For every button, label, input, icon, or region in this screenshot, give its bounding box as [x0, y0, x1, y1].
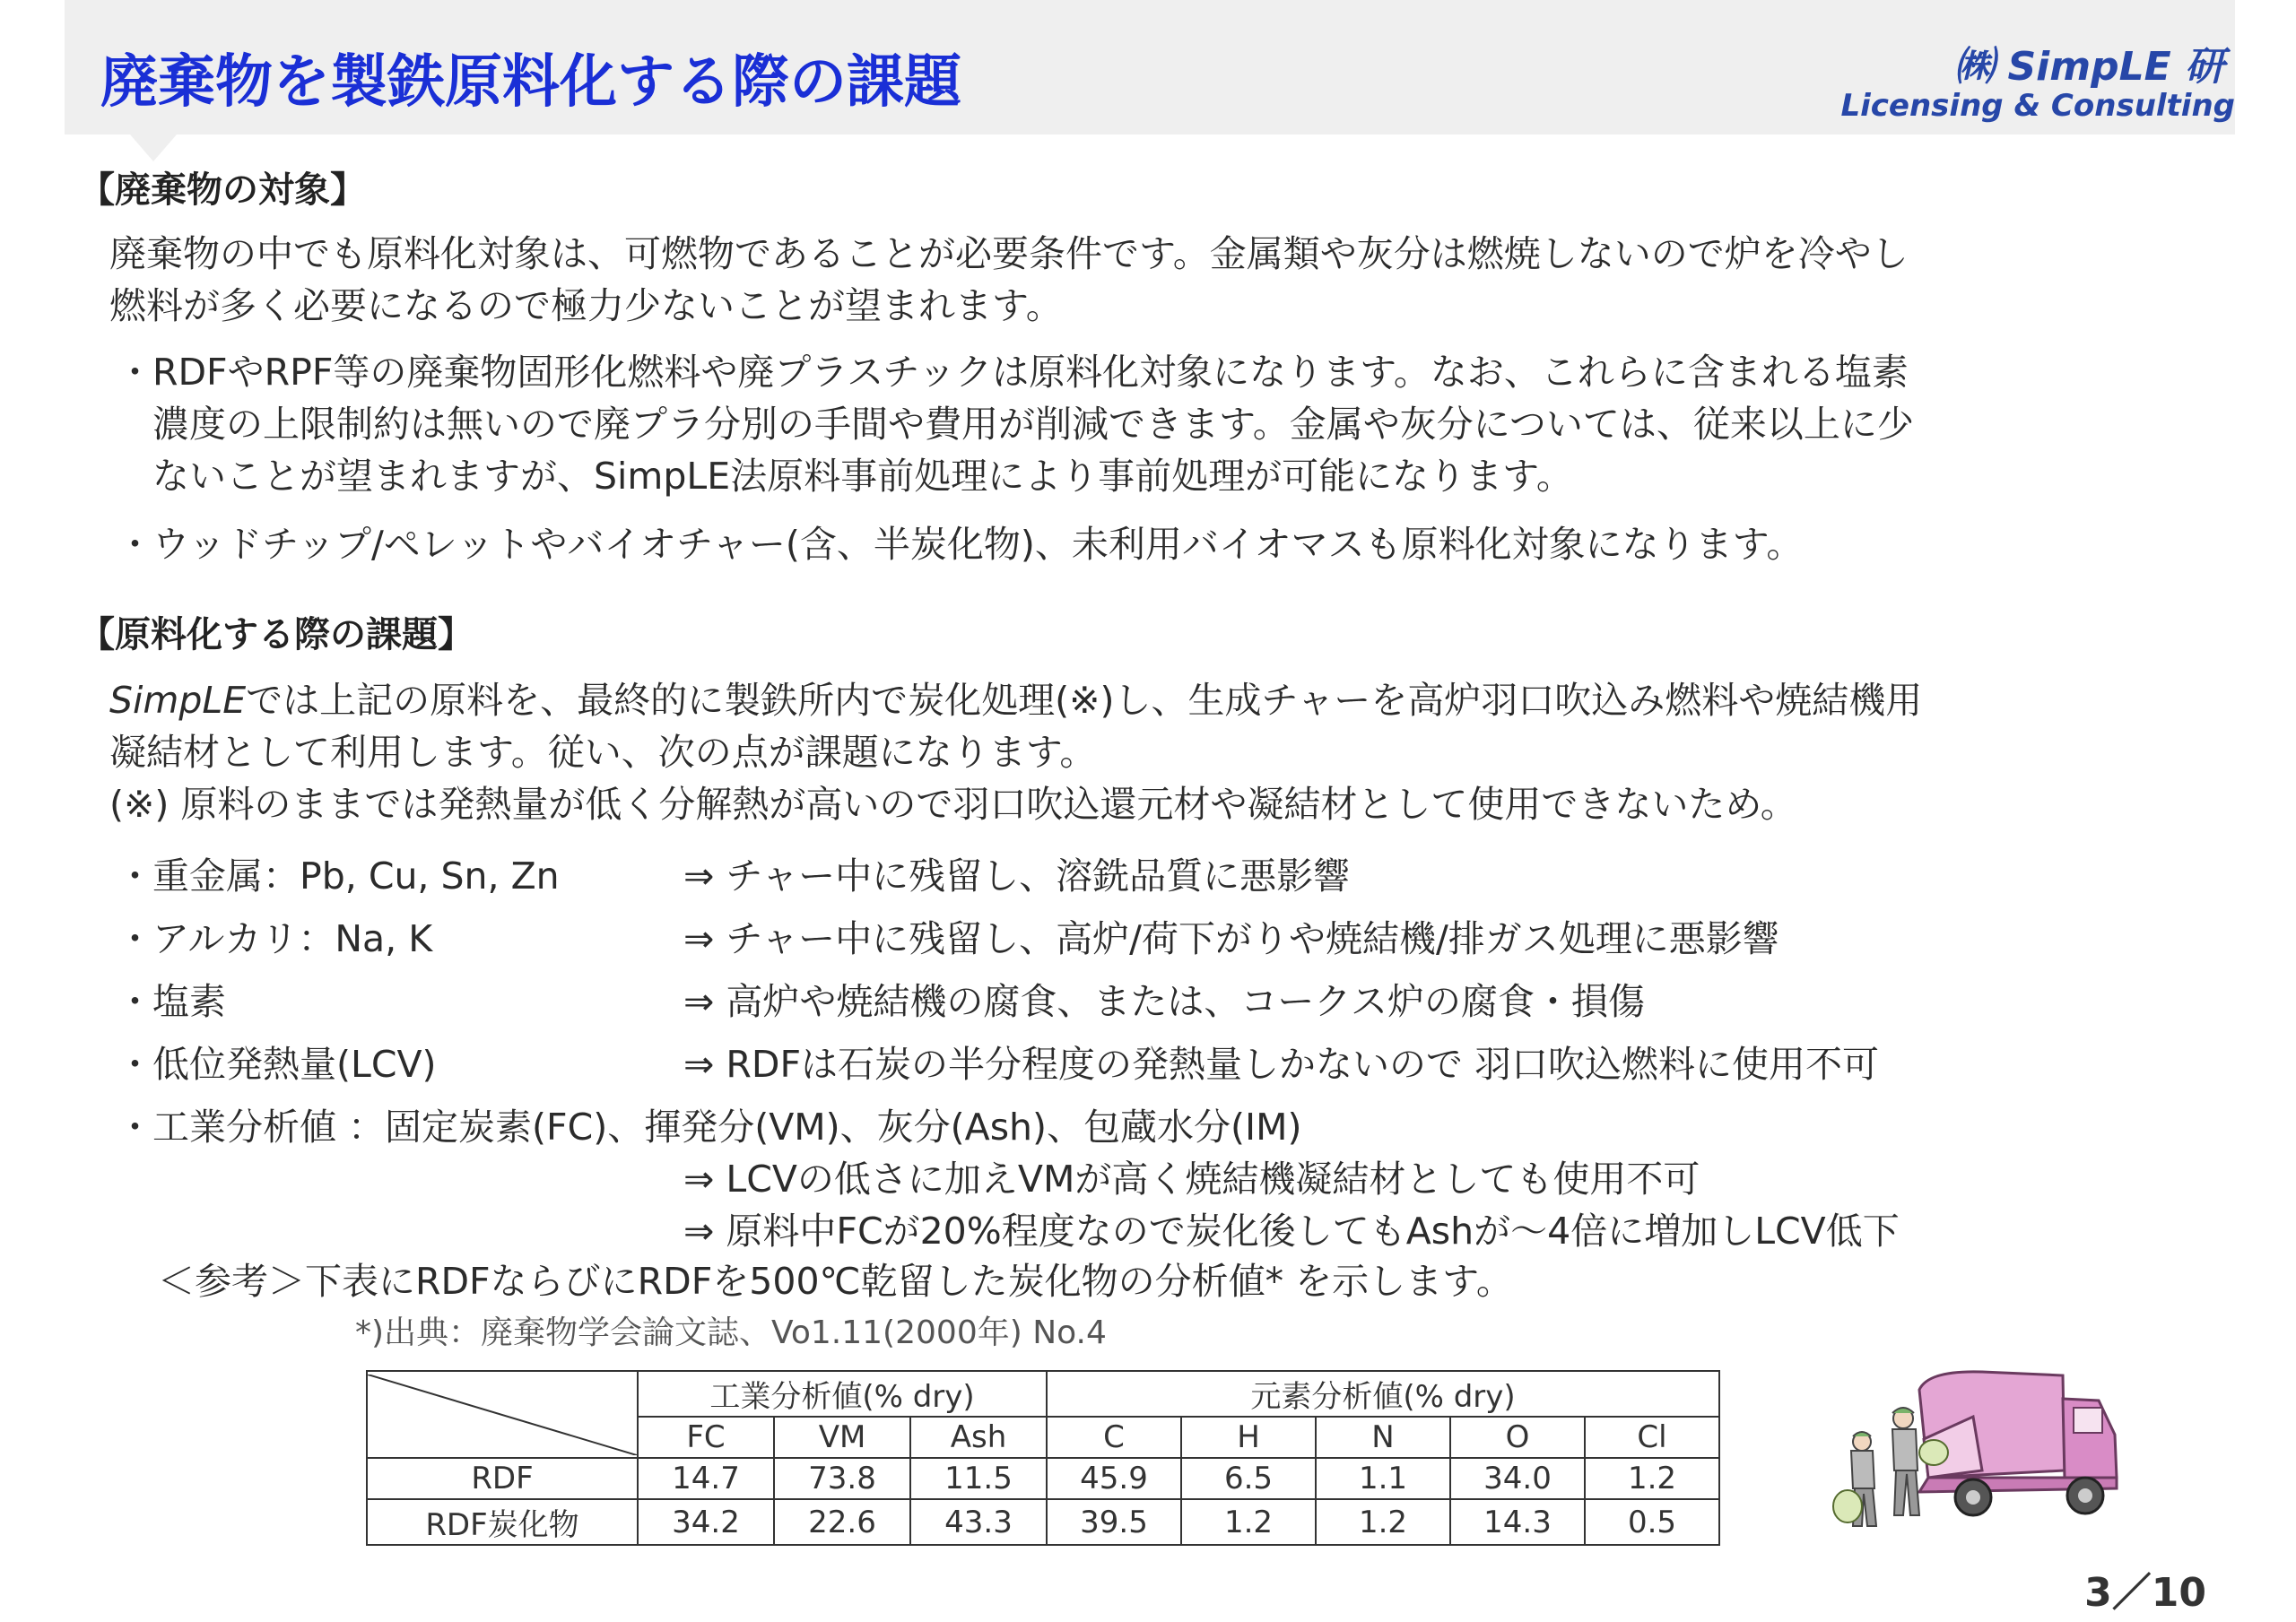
issues-intro-line-1-text: では上記の原料を、最終的に製鉄所内で炭化処理(※)し、生成チャーを高炉羽口吹込み燃料や焼結機用: [246, 679, 1923, 722]
company-logo: [1840, 34, 2235, 133]
column-header: C: [1047, 1417, 1181, 1458]
table-cell: 34.2: [638, 1499, 774, 1545]
column-header: Cl: [1585, 1417, 1719, 1458]
table-cell: 1.2: [1181, 1499, 1316, 1545]
section-heading-issues: 【原料化する際の課題】: [79, 614, 474, 655]
bullet-biomass-line-1: ウッドチップ/ペレットやバイオチャー(含、半炭化物)、未利用バイオマスも原料化対象になります。: [152, 523, 1804, 566]
logo-name: ㈱ SimpLE 研: [1954, 44, 2224, 90]
analysis-table: [366, 1370, 1720, 1546]
bullet-dot: ・: [117, 351, 153, 394]
issue-label: 工業分析値 ：固定炭素(FC)、揮発分(VM)、灰分(Ash)、包蔵水分(IM): [152, 1106, 1302, 1149]
garbage-truck-illustration: [1830, 1363, 2152, 1542]
issue-result: ⇒ RDFは石炭の半分程度の発熱量しかないので 羽口吹込燃料に使用不可: [683, 1043, 1880, 1086]
issue-label: 低位発熱量(LCV): [152, 1043, 437, 1086]
header-pointer: [130, 134, 177, 161]
column-header: VM: [774, 1417, 910, 1458]
table-cell: 34.0: [1450, 1458, 1585, 1499]
issue-result: ⇒ 高炉や焼結機の腐食、または、コークス炉の腐食・損傷: [683, 980, 1645, 1023]
table-cell: 14.7: [638, 1458, 774, 1499]
bullet-dot: ・: [117, 1106, 153, 1149]
logo-tagline: Licensing & Consulting: [1840, 88, 2235, 124]
column-header: H: [1181, 1417, 1316, 1458]
reference-note: ＜参考＞下表にRDFならびにRDFを500℃乾留した炭化物の分析値* を示します。: [158, 1260, 1513, 1303]
bullet-rdf-line-1: RDFやRPF等の廃棄物固形化燃料や廃プラスチックは原料化対象になります。なお、これらに含まれる塩素: [152, 351, 1909, 394]
source-citation: *)出典：廃棄物学会論文誌、Vo1.11(2000年) No.4: [355, 1314, 1107, 1351]
table-cell: 1.1: [1316, 1458, 1450, 1499]
bullet-dot: ・: [117, 523, 153, 566]
page-title: 廃棄物を製鉄原料化する際の課題: [100, 49, 961, 116]
column-header: N: [1316, 1417, 1450, 1458]
table-cell: 11.5: [910, 1458, 1047, 1499]
group-header-industrial: 工業分析値(% dry): [638, 1371, 1047, 1417]
table-corner-cell: [367, 1371, 638, 1458]
table-cell: 1.2: [1316, 1499, 1450, 1545]
bullet-dot: ・: [117, 854, 153, 898]
issue-result: ⇒ LCVの低さに加えVMが高く焼結機凝結材としても使用不可: [683, 1158, 1700, 1201]
row-label: RDF: [367, 1458, 638, 1499]
bullet-dot: ・: [117, 917, 153, 960]
issue-label: アルカリ：Na, K: [152, 917, 433, 960]
bullet-dot: ・: [117, 1043, 153, 1086]
table-cell: 45.9: [1047, 1458, 1181, 1499]
table-row: [367, 1458, 1719, 1499]
table-cell: 14.3: [1450, 1499, 1585, 1545]
table-row: [367, 1499, 1719, 1545]
intro-line-1: 廃棄物の中でも原料化対象は、可燃物であることが必要条件です。金属類や灰分は燃焼しないので炉を冷やし: [109, 232, 1909, 275]
table-cell: 1.2: [1585, 1458, 1719, 1499]
corner-diagonal: [368, 1375, 637, 1455]
bullet-rdf-line-2: 濃度の上限制約は無いので廃プラ分別の手間や費用が削減できます。金属や灰分については、従来以上に少: [152, 403, 1914, 446]
issues-intro-line-1: [109, 674, 1922, 726]
page-number: 3／10: [2084, 1570, 2206, 1616]
intro-line-2: 燃料が多く必要になるので極力少ないことが望まれます。: [109, 284, 1063, 327]
issue-result: ⇒ チャー中に残留し、溶銑品質に悪影響: [683, 854, 1351, 898]
table-cell: 6.5: [1181, 1458, 1316, 1499]
section-heading-target: 【廃棄物の対象】: [79, 169, 366, 211]
issue-result: ⇒ チャー中に残留し、高炉/荷下がりや焼結機/排ガス処理に悪影響: [683, 917, 1779, 960]
simple-brand-italic: SimpLE: [109, 679, 247, 722]
issue-result: ⇒ 原料中FCが20%程度なので炭化後してもAshが～4倍に増加しLCV低下: [683, 1210, 1900, 1253]
column-header: Ash: [910, 1417, 1047, 1458]
column-header: FC: [638, 1417, 774, 1458]
bullet-dot: ・: [117, 980, 153, 1023]
table-cell: 39.5: [1047, 1499, 1181, 1545]
table-cell: 22.6: [774, 1499, 910, 1545]
table-cell: 73.8: [774, 1458, 910, 1499]
row-label: RDF炭化物: [367, 1499, 638, 1545]
issues-note-line: (※) 原料のままでは発熱量が低く分解熱が高いので羽口吹込還元材や凝結材として使用できないため。: [109, 783, 1797, 826]
bullet-rdf-line-3: ないことが望まれますが、SimpLE法原料事前処理により事前処理が可能になります。: [152, 455, 1573, 498]
issues-intro-line-2: 凝結材として利用します。従い、次の点が課題になります。: [109, 731, 1097, 774]
issue-label: 重金属：Pb, Cu, Sn, Zn: [152, 854, 560, 898]
table-cell: 43.3: [910, 1499, 1047, 1545]
table-cell: 0.5: [1585, 1499, 1719, 1545]
column-header: O: [1450, 1417, 1585, 1458]
issue-label: 塩素: [152, 980, 226, 1023]
group-header-elemental: 元素分析値(% dry): [1047, 1371, 1719, 1417]
